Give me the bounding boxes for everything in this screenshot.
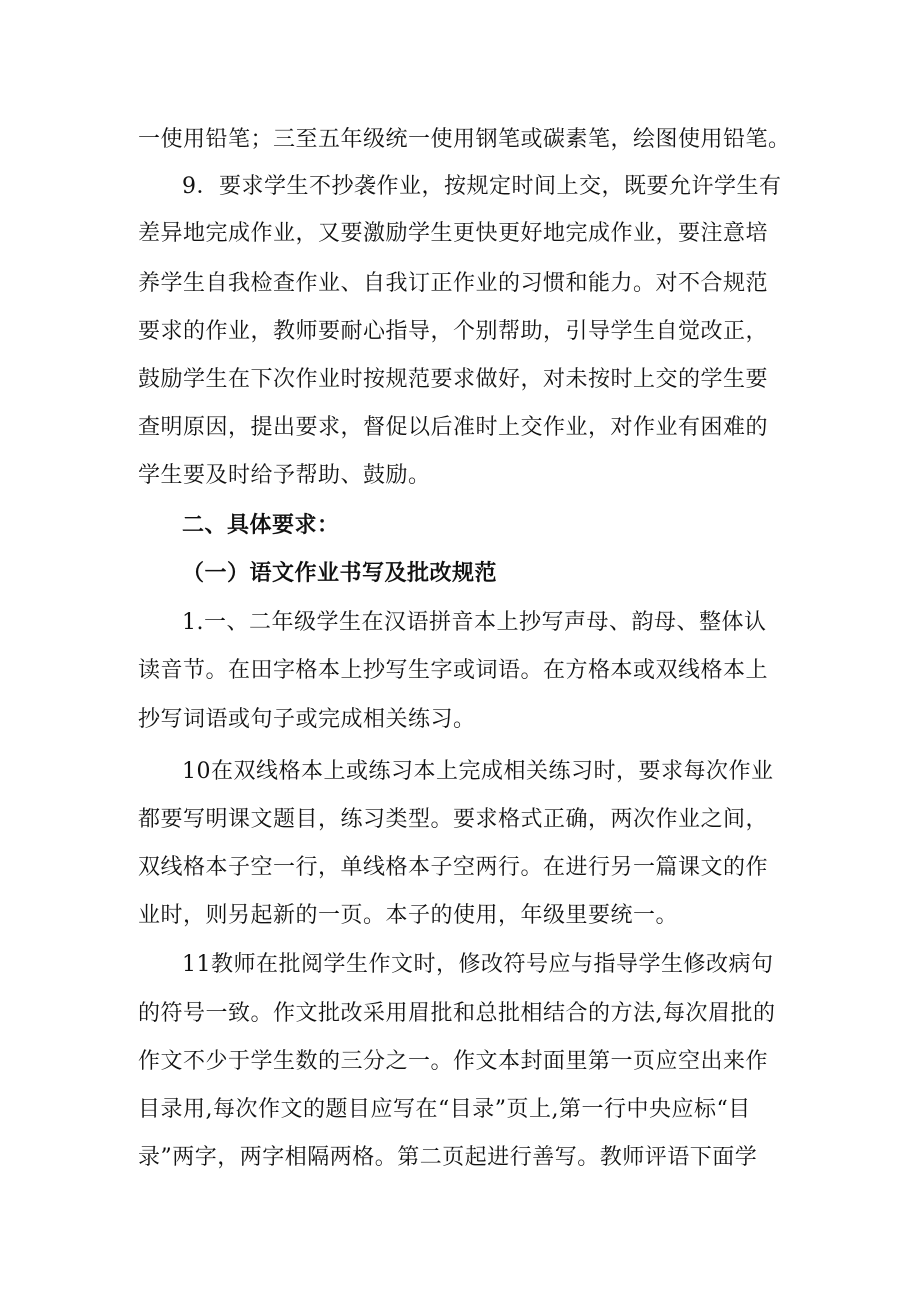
text-line: 要求的作业，教师要耐心指导，个别帮助，引导学生自觉改正，	[138, 319, 769, 344]
text-line: 录”两字，两字相隔两格。第二页起进行善写。教师评语下面学	[138, 1145, 758, 1170]
text-line: 11教师在批阅学生作文时，修改符号应与指导学生修改病句	[182, 952, 774, 977]
text-line: 作文不少于学生数的三分之一。作文本封面里第一页应空出来作	[138, 1049, 769, 1074]
text-line: 差异地完成作业，又要激励学生更快更好地完成作业，要注意培	[138, 221, 769, 246]
text-line: 双线格本子空一行，单线格本子空两行。在进行另一篇课文的作	[138, 855, 769, 880]
subsection-heading: （一）语文作业书写及批改规范	[182, 560, 498, 586]
text-line: 的符号一致。作文批改采用眉批和总批相结合的方法,每次眉批的	[138, 1001, 776, 1026]
text-line: 业时，则另起新的一页。本子的使用，年级里要统一。	[138, 903, 679, 928]
text-line: 读音节。在田字格本上抄写生字或词语。在方格本或双线格本上	[138, 658, 769, 683]
text-line: 10在双线格本上或练习本上完成相关练习时，要求每次作业	[182, 759, 774, 784]
section-heading: 二、具体要求：	[182, 512, 340, 538]
text-line: 1.一、二年级学生在汉语拼音本上抄写声母、韵母、整体认	[182, 610, 767, 635]
text-line: 9．要求学生不抄袭作业，按规定时间上交，既要允许学生有	[182, 174, 782, 199]
text-line: 都要写明课文题目，练习类型。要求格式正确，两次作业之间，	[138, 807, 769, 832]
text-line: 鼓励学生在下次作业时按规范要求做好，对未按时上交的学生要	[138, 367, 769, 392]
text-line: 抄写词语或句子或完成相关练习。	[138, 707, 476, 732]
text-line: 查明原因，提出要求，督促以后准时上交作业，对作业有困难的	[138, 415, 769, 440]
text-line: 一使用铅笔；三至五年级统一使用钢笔或碳素笔，绘图使用铅笔。	[138, 127, 791, 152]
text-line: 养学生自我检查作业、自我订正作业的习惯和能力。对不合规范	[138, 271, 769, 296]
text-line: 目录用,每次作文的题目应写在“目录”页上,第一行中央应标“目	[138, 1097, 751, 1122]
text-line: 学生要及时给予帮助、鼓励。	[138, 463, 431, 488]
